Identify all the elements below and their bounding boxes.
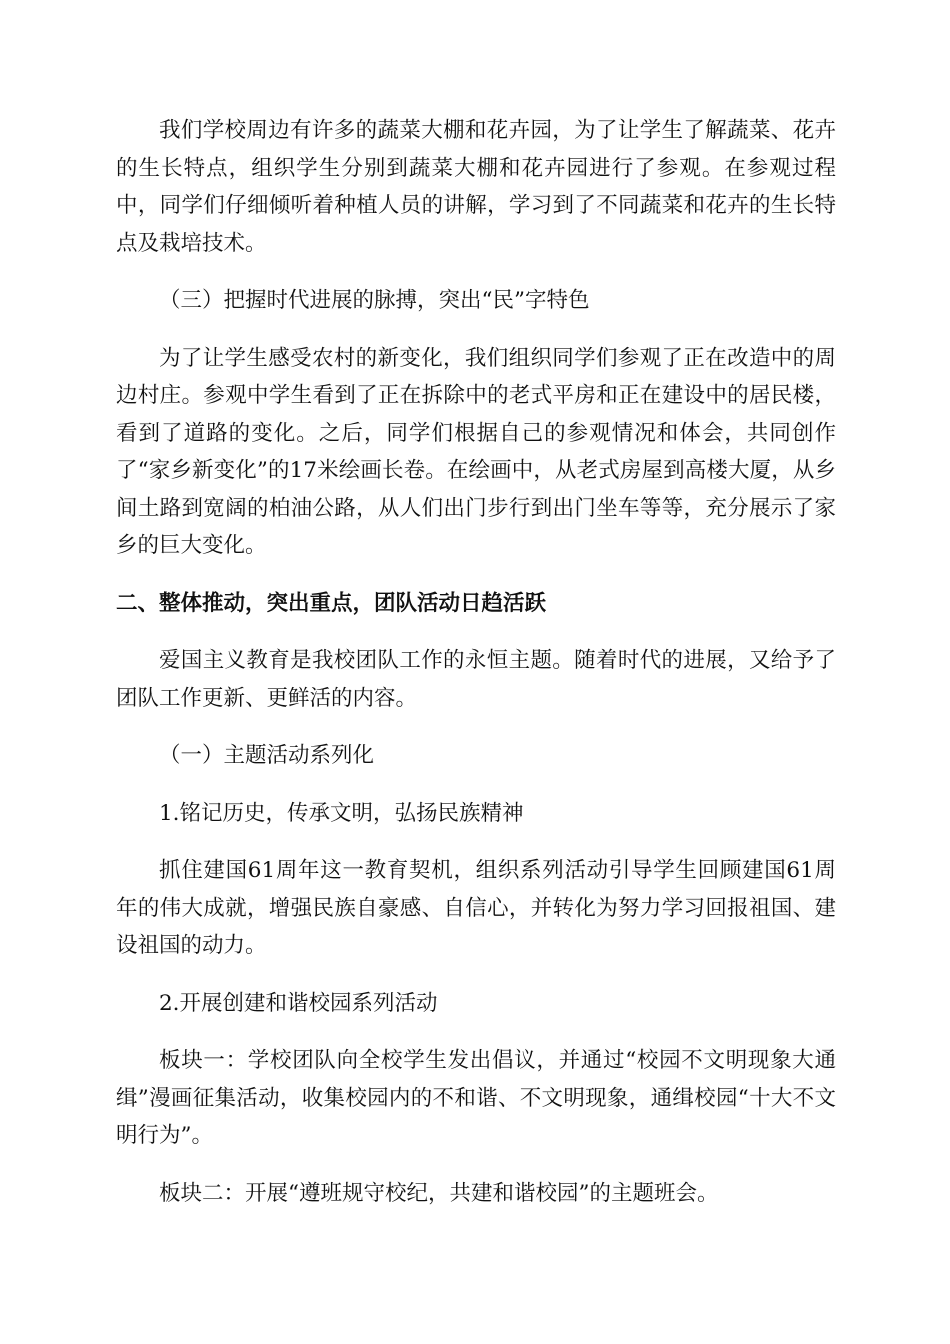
item-heading-remember-history: 1.铭记历史，传承文明，弘扬民族精神 <box>159 800 524 826</box>
item-heading-harmonious-campus: 2.开展创建和谐校园系列活动 <box>159 990 438 1016</box>
subheading-theme-activities: （一）主题活动系列化 <box>159 743 375 768</box>
paragraph-village-change: 为了让学生感受农村的新变化，我们组织同学们参观了正在改造中的周边村庄。参观中学生看到了正在拆除中的老式平房和正在建设中的居民楼，看到了道路的变化。之后，同学们根据自己的参观情况和体会，共同创作了“家乡新变化”的17米绘画长卷。在绘画中，从老式房屋到高楼大厦，从乡间土路到宽阔的柏油公路，从人们出门步行到出门坐车等等，充分展示了家乡的巨大变化。 <box>116 345 836 558</box>
paragraph-vegetable-greenhouse-visit: 我们学校周边有许多的蔬菜大棚和花卉园，为了让学生了解蔬菜、花卉的生长特点，组织学生分别到蔬菜大棚和花卉园进行了参观。在参观过程中，同学们仔细倾听着种植人员的讲解，学习到了不同蔬菜和花卉的生长特点及栽培技术。 <box>116 118 836 256</box>
section-heading-two: 二、整体推动，突出重点，团队活动日趋活跃 <box>116 590 547 616</box>
document-body <box>116 112 836 1232</box>
paragraph-block-one: 板块一：学校团队向全校学生发出倡议，并通过“校园不文明现象大通缉”漫画征集活动，收集校园内的不和谐、不文明现象，通缉校园“十大不文明行为”。 <box>116 1048 836 1148</box>
paragraph-block-two: 板块二：开展“遵班规守校纪，共建和谐校园”的主题班会。 <box>159 1180 719 1206</box>
paragraph-national-anniversary: 抓住建国61周年这一教育契机，组织系列活动引导学生回顾建国61周年的伟大成就，增强民族自豪感、自信心，并转化为努力学习回报祖国、建设祖国的动力。 <box>116 858 836 958</box>
subheading-section-three: （三）把握时代进展的脉搏，突出“民”字特色 <box>159 288 590 313</box>
paragraph-patriotic-education: 爱国主义教育是我校团队工作的永恒主题。随着时代的进展，又给予了团队工作更新、更鲜活的内容。 <box>116 648 836 711</box>
